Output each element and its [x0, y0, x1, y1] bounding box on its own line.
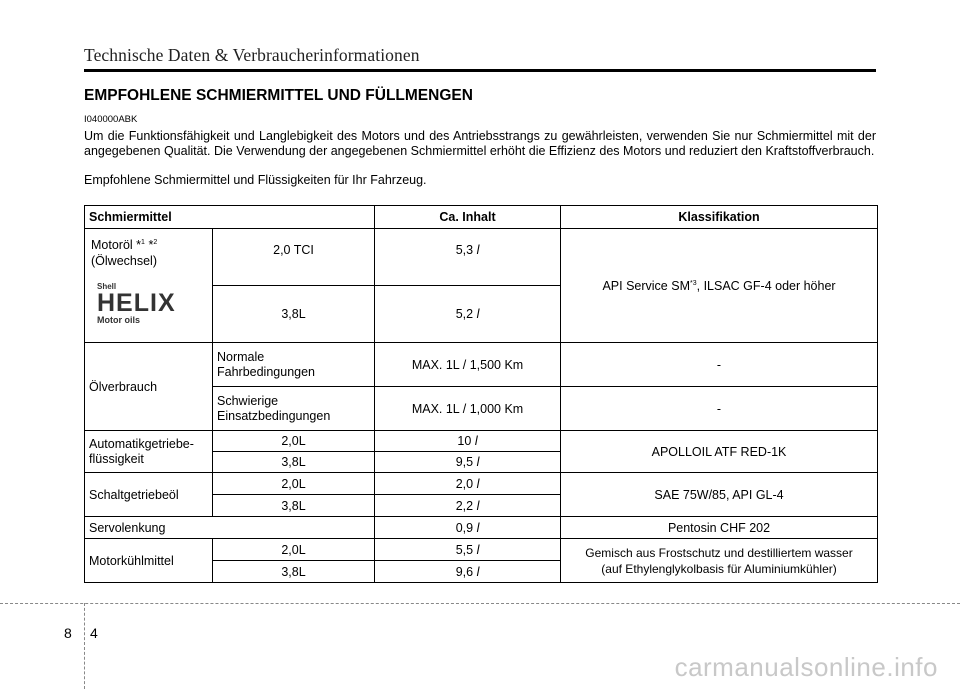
page-number: 4	[90, 625, 98, 641]
coolant-capacity-1: 5,5 l	[375, 539, 561, 561]
engine-oil-engine-2: 3,8L	[213, 286, 375, 343]
oil-consumption-label: Ölverbrauch	[85, 343, 213, 431]
power-steering-classification: Pentosin CHF 202	[561, 517, 878, 539]
table-row	[85, 473, 878, 495]
coolant-label: Motorkühlmittel	[85, 539, 213, 583]
table-row	[85, 343, 878, 387]
engine-oil-label: Motoröl	[91, 238, 133, 253]
table-header-row	[85, 206, 878, 229]
engine-oil-capacity-1: 5,3 l	[375, 229, 561, 286]
manual-capacity-2: 2,2 l	[375, 495, 561, 517]
oil-consumption-condition-2: Schwierige Einsatzbedingungen	[213, 387, 375, 431]
power-steering-capacity: 0,9 l	[375, 517, 561, 539]
manual-engine-1: 2,0L	[213, 473, 375, 495]
table-row	[85, 229, 878, 286]
manual-capacity-1: 2,0 l	[375, 473, 561, 495]
table-row	[85, 431, 878, 452]
engine-oil-sublabel: (Ölwechsel)	[91, 254, 157, 269]
oil-consumption-capacity-2: MAX. 1L / 1,000 Km	[375, 387, 561, 431]
intro-paragraph: Um die Funktionsfähigkeit und Langlebigkeit des Motors und des Antriebsstrangs zu gewährleisten, verwenden Sie nur Schmiermittel mit der angegebenen Qualität. Die Verwendung der angegebenen Schmiermittel erhöht die Effizienz des Motors und reduziert den Kraftstoffverbrauch.	[84, 129, 876, 158]
section-title: EMPFOHLENE SCHMIERMITTEL UND FÜLLMENGEN	[84, 87, 473, 104]
coolant-engine-2: 3,8L	[213, 561, 375, 583]
coolant-engine-1: 2,0L	[213, 539, 375, 561]
document-code: I040000ABK	[84, 114, 138, 125]
footer-divider	[84, 603, 85, 689]
header-classification: Klassifikation	[561, 206, 878, 229]
header-capacity: Ca. Inhalt	[375, 206, 561, 229]
atf-label: Automatikgetriebe- flüssigkeit	[85, 431, 213, 473]
header-lubricant: Schmiermittel	[85, 206, 375, 229]
engine-oil-label-cell: Motoröl *$^1$ *$^2$ (Ölwechsel) Shell HELIX Motor oils	[85, 229, 213, 343]
intro-line: Empfohlene Schmiermittel und Flüssigkeiten für Ihr Fahrzeug.	[84, 173, 427, 187]
engine-oil-capacity-2: 5,2 l	[375, 286, 561, 343]
chapter-number: 8	[64, 625, 72, 641]
atf-engine-1: 2,0L	[213, 431, 375, 452]
engine-oil-classification: API Service SM$^{*3}$, ILSAC GF-4 oder höher	[561, 229, 878, 343]
svg-text:HELIX: HELIX	[97, 289, 176, 318]
oil-consumption-class-2: -	[561, 387, 878, 431]
running-header: Technische Daten & Verbraucherinformationen	[84, 45, 420, 65]
table-row	[85, 539, 878, 561]
watermark: carmanualsonline.info	[674, 652, 938, 682]
manual-engine-2: 3,8L	[213, 495, 375, 517]
coolant-capacity-2: 9,6 l	[375, 561, 561, 583]
shell-helix-logo	[97, 281, 197, 325]
manual-classification: SAE 75W/85, API GL-4	[561, 473, 878, 517]
atf-capacity-2: 9,5 l	[375, 452, 561, 473]
coolant-classification: Gemisch aus Frostschutz und destilliertem wasser (auf Ethylenglykolbasis für Aluminiumkühler)	[561, 539, 878, 583]
svg-text:Shell: Shell	[97, 282, 117, 292]
header-rule	[84, 69, 876, 72]
atf-capacity-1: 10 l	[375, 431, 561, 452]
power-steering-label: Servolenkung	[85, 517, 375, 539]
engine-oil-engine-1: 2,0 TCI	[213, 229, 375, 286]
oil-consumption-class-1: -	[561, 343, 878, 387]
oil-consumption-condition-1: Normale Fahrbedingungen	[213, 343, 375, 387]
table-row	[85, 517, 878, 539]
footer-rule	[0, 603, 960, 604]
atf-engine-2: 3,8L	[213, 452, 375, 473]
oil-consumption-capacity-1: MAX. 1L / 1,500 Km	[375, 343, 561, 387]
lubricant-table	[84, 205, 878, 583]
manual-label: Schaltgetriebeöl	[85, 473, 213, 517]
svg-text:Motor oils: Motor oils	[97, 315, 140, 326]
atf-classification: APOLLOIL ATF RED-1K	[561, 431, 878, 473]
